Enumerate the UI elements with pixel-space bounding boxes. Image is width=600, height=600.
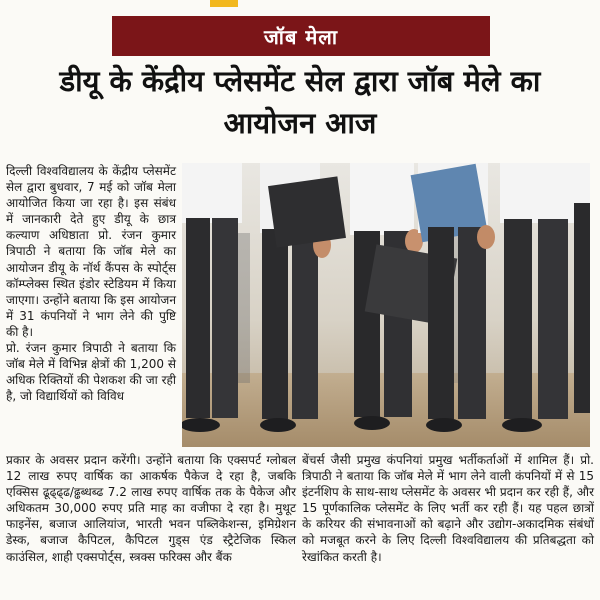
section-banner — [112, 16, 490, 56]
top-accent-bar — [210, 0, 238, 7]
article-paragraph: प्रो. रंजन कुमार त्रिपाठी ने बताया कि जॉब मेले में विभिन्न क्षेत्रों की 1,200 से अधिक रिक्तियों की पेशकश की जा रही है, जो विद्यार्थियों को विविध — [6, 341, 176, 404]
article-paragraph: दिल्ली विश्वविद्यालय के केंद्रीय प्लेसमेंट सेल द्वारा बुधवार, 7 मई को जॉब मेला आयोजित किया जा रहा है। इस संबंध में जानकारी देते हुए डीयू के छात्र कल्याण अधिष्ठाता प्रो. रंजन कुमार त्रिपाठी ने बताया कि जॉब मेले का आयोजन डीयू के नॉर्थ कैंपस के स्पोर्ट्स कॉम्प्लेक्स स्थित इंडोर स्टेडियम में किया जाएगा। उन्होंने बताया कि इस आयोजन में 31 कंपनियों ने भाग लेने की पुष्टि की है। — [6, 164, 176, 339]
article-paragraph: प्रकार के अवसर प्रदान करेंगी। उन्होंने बताया कि एक्सपर्ट ग्लोबल 12 लाख रुपए वार्षिक का आकर्षक पैकेज दे रहा है, जबकि एक्सिस ढूढ्ढ्ढ/ढ्ढब्धब्ढ 7.2 लाख रुपए वार्षिक तक के पैकेज और अधिकतम 30,000 रुपए प्रति माह का वजीफा दे रहा है। मुथूट फाइनेंस, बजाज आलियांज, भारती भवन पब्लिकेशन्स, इमिग्रेशन डेस्क, बजाज कैपिटल, कैपिटल गुड्स एंड स्ट्रैटेजिक स्किल काउंसिल, शाही एक्सपोर्ट्स, स्त्रक्स फरिक्स और बैंक — [6, 453, 296, 564]
article-column-2 — [6, 452, 296, 565]
article-paragraph: बेंचर्स जैसी प्रमुख कंपनियां प्रमुख भर्तीकर्ताओं में शामिल हैं। प्रो. त्रिपाठी ने बताया कि जॉब मेले में भाग लेने वाली कंपनियों में से 15 इंटर्नशिप के साथ-साथ प्लेसमेंट के अवसर भी प्रदान कर रही हैं, और 15 पूर्णकालिक प्लेसमेंट के लिए भर्ती कर रही हैं। यह पहल छात्रों के करियर की संभावनाओं को बढ़ाने और उद्योग-अकादमिक संबंधों को मजबूत करने के लिए दिल्ली विश्वविद्यालय की प्रतिबद्धता को रेखांकित करती है। — [302, 453, 594, 564]
headline — [0, 60, 600, 144]
headline-line-1: डीयू के केंद्रीय प्लेसमेंट सेल द्वारा जॉब मेले का — [59, 64, 541, 98]
article-column-3 — [302, 452, 594, 565]
job-seekers-photo — [182, 163, 590, 447]
article-column-1 — [6, 163, 176, 404]
section-banner-label: जॉब मेला — [263, 24, 339, 49]
headline-line-2: आयोजन आज — [223, 106, 377, 140]
